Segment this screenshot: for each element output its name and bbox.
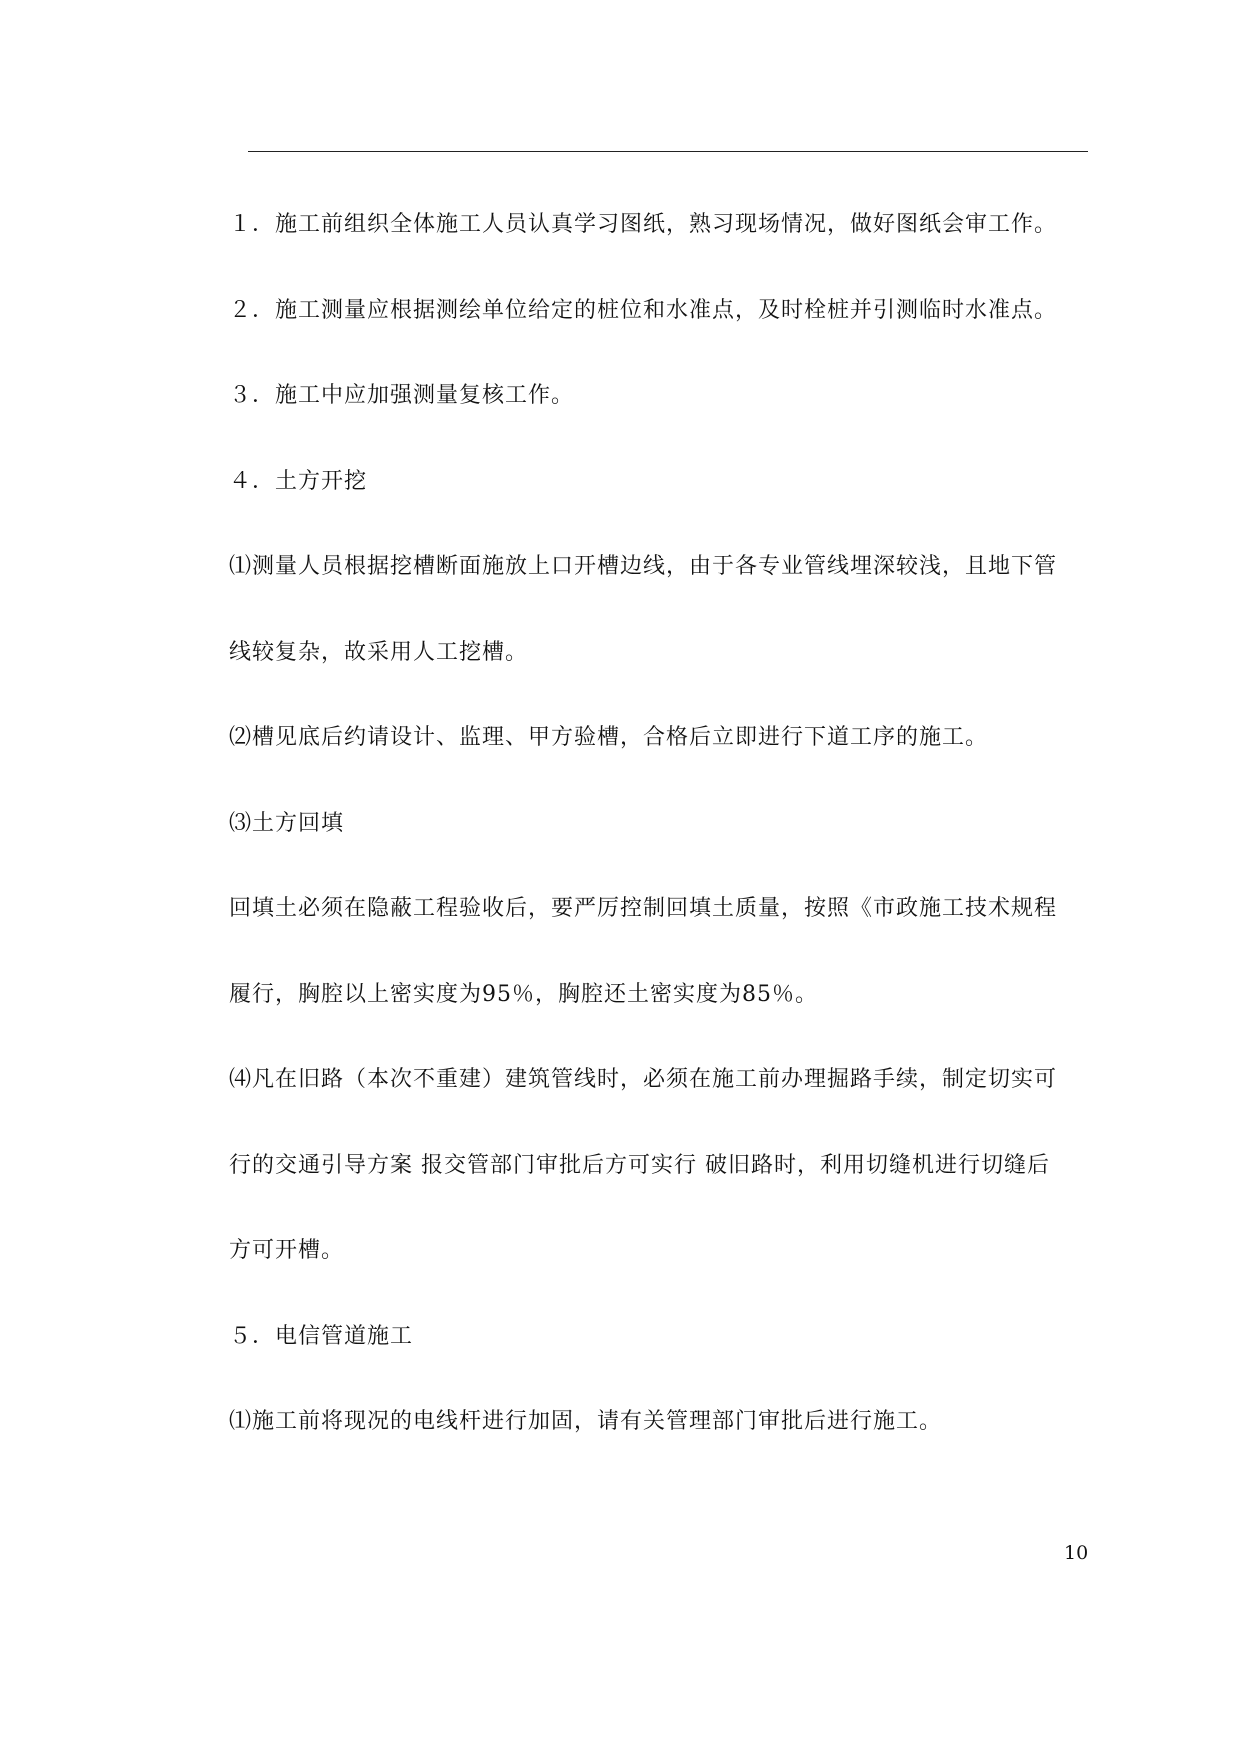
text-line-4: ４．土方开挖 [229, 469, 368, 494]
text-line-5: ⑴测量人员根据挖槽断面施放上口开槽边线，由于各专业管线埋深较浅，且地下管 [229, 554, 1058, 579]
text-line-7: ⑵槽见底后约请设计、监理、甲方验槽，合格后立即进行下道工序的施工。 [229, 725, 989, 750]
text-line-11: ⑷凡在旧路（本次不重建）建筑管线时，必须在施工前办理掘路手续，制定切实可 [229, 1067, 1058, 1092]
text-line-12: 行的交通引导方案 报交管部门审批后方可实行 破旧路时，利用切缝机进行切缝后 [229, 1153, 1050, 1178]
text-line-15: ⑴施工前将现况的电线杆进行加固，请有关管理部门审批后进行施工。 [229, 1409, 943, 1434]
text-line-3: ３．施工中应加强测量复核工作。 [229, 383, 575, 408]
text-line-8: ⑶土方回填 [229, 811, 345, 836]
header-rule [248, 151, 1088, 152]
text-line-10: 履行，胸腔以上密实度为95％，胸腔还土密实度为85％。 [229, 982, 818, 1007]
text-line-9: 回填土必须在隐蔽工程验收后，要严厉控制回填土质量，按照《市政施工技术规程 [229, 896, 1058, 921]
text-line-6: 线较复杂，故采用人工挖槽。 [229, 640, 529, 665]
text-line-13: 方可开槽。 [229, 1238, 345, 1263]
text-line-14: ５．电信管道施工 [229, 1324, 414, 1349]
page-number: 10 [1064, 1542, 1089, 1564]
text-line-2: ２．施工测量应根据测绘单位给定的桩位和水准点，及时栓桩并引测临时水准点。 [229, 298, 1058, 323]
text-line-1: １．施工前组织全体施工人员认真学习图纸，熟习现场情况，做好图纸会审工作。 [229, 212, 1058, 237]
